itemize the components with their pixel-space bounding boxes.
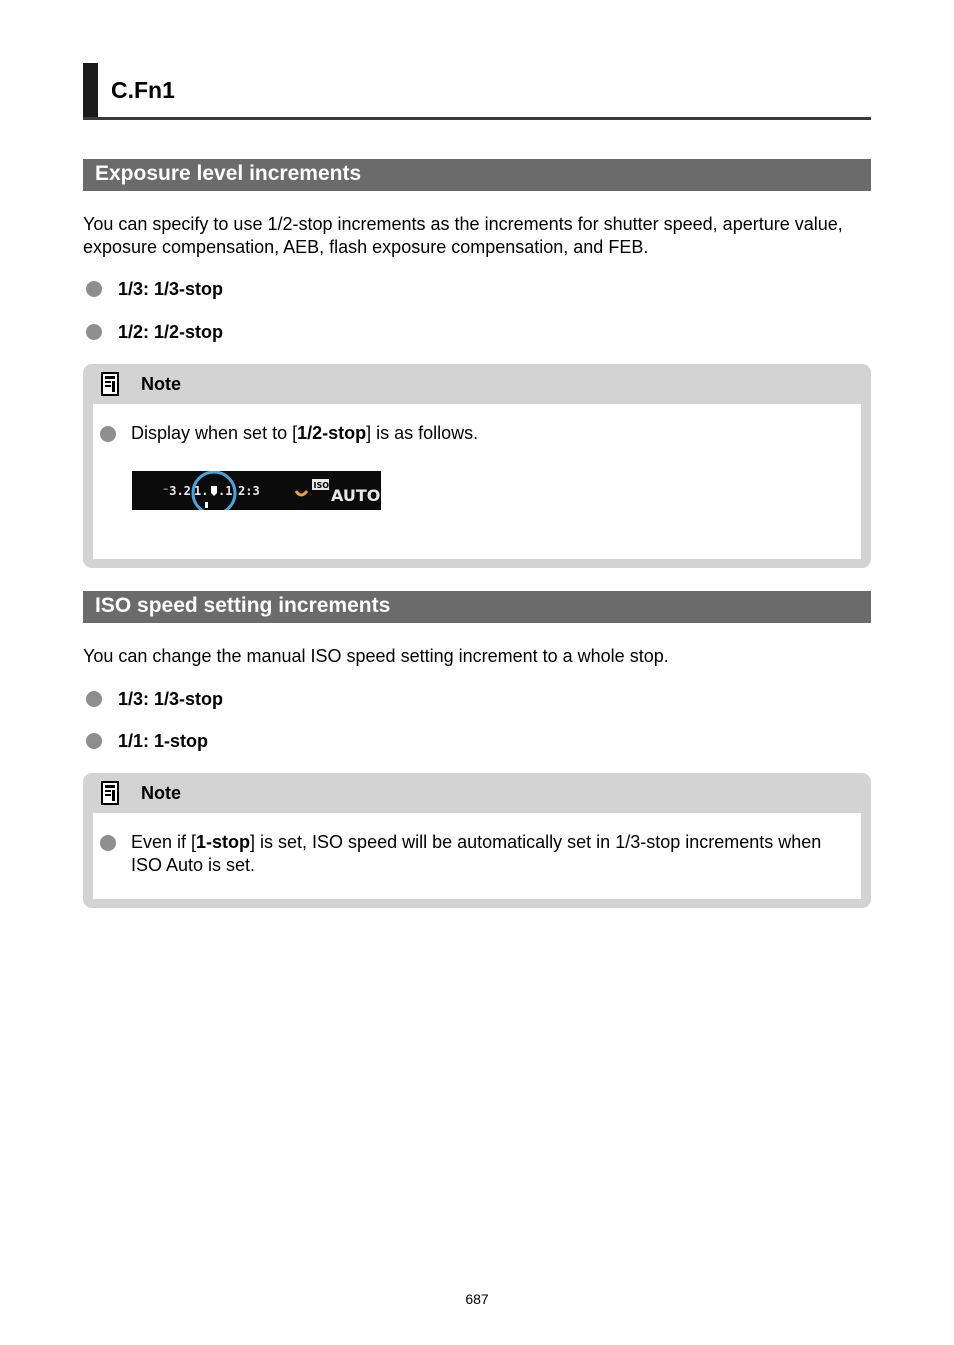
chapter-title: C.Fn1 [111, 77, 175, 103]
section-header-iso-speed-setting-increments: ISO speed setting increments [83, 591, 871, 623]
exposure-level-display-image [132, 471, 381, 510]
iso-badge-label: ISO [313, 481, 330, 490]
note-icon [101, 781, 119, 805]
chapter-heading [83, 63, 871, 120]
note-label: Note [141, 783, 181, 803]
note-header [83, 773, 871, 813]
note-header [83, 364, 871, 404]
section-description: You can change the manual ISO speed setting increment to a whole stop. [83, 646, 669, 666]
bullet-icon [100, 426, 116, 442]
bullet-icon [86, 691, 102, 707]
note-label: Note [141, 374, 181, 394]
bullet-icon [86, 281, 102, 297]
section-header-exposure-level-increments: Exposure level increments [83, 159, 871, 191]
option-label: 1/3: 1/3-stop [118, 689, 224, 709]
exposure-scale-display [132, 471, 381, 510]
exposure-level-tick [205, 502, 208, 508]
bullet-icon [86, 324, 102, 340]
option-label: 1/3: 1/3-stop [118, 279, 224, 299]
note-box [83, 773, 871, 908]
scale-mid-right-label: .1 [218, 484, 233, 498]
scale-right-label: 2:3 [238, 484, 260, 498]
option-label: 1/2: 1/2-stop [118, 322, 224, 342]
iso-auto-label: AUTO [331, 486, 381, 505]
note-body [93, 813, 861, 899]
note-box [83, 364, 871, 568]
page-number: 687 [465, 1291, 489, 1307]
note-text: Even if [1-stop] is set, ISO speed will be automatically set in 1/3-stop increments when ISO Auto is set. [131, 832, 822, 875]
note-body [93, 404, 861, 559]
note-text: Display when set to [1/2-stop] is as follows. [131, 423, 479, 443]
iso-dial-icon [296, 491, 307, 495]
section-description: You can specify to use 1/2-stop increments as the increments for shutter speed, aperture value, exposure compensation, AEB, flash exposure compensation, and FEB. [83, 214, 843, 257]
scale-mid-left-label: 1. [194, 484, 209, 498]
bullet-icon [100, 835, 116, 851]
chapter-heading-bar [83, 63, 98, 117]
bullet-icon [86, 733, 102, 749]
exposure-pointer-icon [211, 486, 217, 496]
scale-left-label: ⁻3.2 [162, 484, 191, 498]
note-icon [101, 372, 119, 396]
option-label: 1/1: 1-stop [118, 731, 209, 751]
